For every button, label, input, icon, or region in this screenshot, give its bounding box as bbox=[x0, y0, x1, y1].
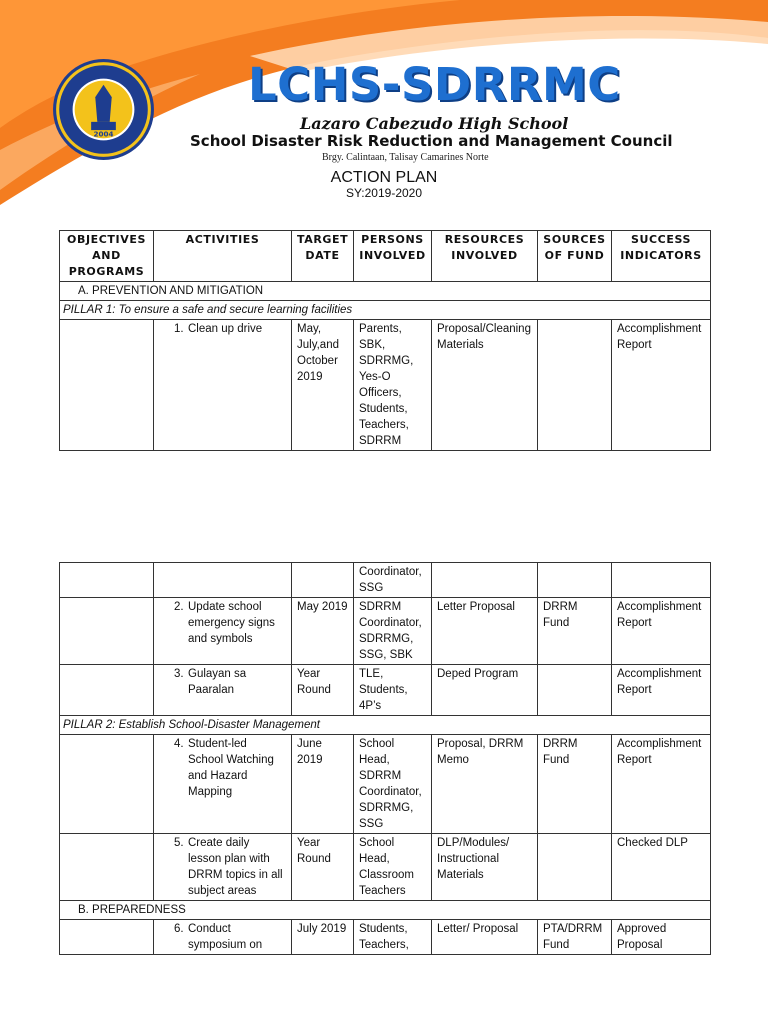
fund-cell: PTA/DRRM Fund bbox=[538, 920, 612, 955]
action-plan-table-2 bbox=[59, 562, 711, 955]
table-row bbox=[60, 920, 711, 955]
persons-cell: Coordinator, SSG bbox=[354, 563, 432, 598]
fund-cell: DRRM Fund bbox=[538, 598, 612, 665]
persons-cell: School Head, Classroom Teachers bbox=[354, 834, 432, 901]
persons-cell: School Head, SDRRM Coordinator, SDRRMG, SSG bbox=[354, 735, 432, 834]
persons-cell: Students, Teachers, bbox=[354, 920, 432, 955]
column-header: PERSONS INVOLVED bbox=[354, 231, 432, 282]
table-row bbox=[60, 665, 711, 716]
resources-cell: DLP/Modules/ Instructional Materials bbox=[432, 834, 538, 901]
column-header: TARGET DATE bbox=[292, 231, 354, 282]
date-cell: May, July,and October 2019 bbox=[292, 320, 354, 451]
council-name: School Disaster Risk Reduction and Management Council bbox=[190, 132, 673, 150]
table-header-row bbox=[60, 231, 711, 282]
indicator-cell: Accomplishment Report bbox=[612, 320, 711, 451]
indicator-cell: Accomplishment Report bbox=[612, 598, 711, 665]
persons-cell: Parents, SBK, SDRRMG, Yes-O Officers, Students, Teachers, SDRRM bbox=[354, 320, 432, 451]
date-cell: Year Round bbox=[292, 834, 354, 901]
indicator-cell: Checked DLP bbox=[612, 834, 711, 901]
indicator-cell: Accomplishment Report bbox=[612, 665, 711, 716]
pillar-label: PILLAR 2: Establish School-Disaster Management bbox=[60, 716, 711, 735]
activity-cell: 2. Update school emergency signs and symbols bbox=[154, 598, 292, 665]
activity-cell: 5. Create daily lesson plan with DRRM topics in all subject areas bbox=[154, 834, 292, 901]
section-label: A. PREVENTION AND MITIGATION bbox=[60, 282, 711, 301]
pillar-label: PILLAR 1: To ensure a safe and secure learning facilities bbox=[60, 301, 711, 320]
objective-cell bbox=[60, 320, 154, 451]
fund-cell bbox=[538, 320, 612, 451]
section-row bbox=[60, 901, 711, 920]
resources-cell: Deped Program bbox=[432, 665, 538, 716]
column-header: SOURCES OF FUND bbox=[538, 231, 612, 282]
school-address: Brgy. Calintaan, Talisay Camarines Norte bbox=[322, 152, 489, 163]
table-row bbox=[60, 598, 711, 665]
activity-cell: 4. Student-led School Watching and Hazard Mapping bbox=[154, 735, 292, 834]
date-cell: Year Round bbox=[292, 665, 354, 716]
activity-cell: 3. Gulayan sa Paaralan bbox=[154, 665, 292, 716]
column-header: ACTIVITIES bbox=[154, 231, 292, 282]
fund-cell bbox=[538, 665, 612, 716]
resources-cell: Letter/ Proposal bbox=[432, 920, 538, 955]
action-plan-table-1 bbox=[59, 230, 711, 451]
persons-cell: TLE, Students, 4P’s bbox=[354, 665, 432, 716]
fund-cell: DRRM Fund bbox=[538, 735, 612, 834]
header-title: LCHS-SDRRMC bbox=[248, 58, 621, 111]
date-cell: May 2019 bbox=[292, 598, 354, 665]
indicator-cell: Accomplishment Report bbox=[612, 735, 711, 834]
table-row bbox=[60, 563, 711, 598]
indicator-cell: Approved Proposal bbox=[612, 920, 711, 955]
resources-cell: Proposal/Cleaning Materials bbox=[432, 320, 538, 451]
fund-cell bbox=[538, 834, 612, 901]
school-seal-logo bbox=[52, 58, 155, 161]
column-header: OBJECTIVES AND PROGRAMS bbox=[60, 231, 154, 282]
date-cell: July 2019 bbox=[292, 920, 354, 955]
section-row bbox=[60, 282, 711, 301]
column-header: SUCCESS INDICATORS bbox=[612, 231, 711, 282]
resources-cell: Letter Proposal bbox=[432, 598, 538, 665]
pillar-row bbox=[60, 716, 711, 735]
activity-cell: 6. Conduct symposium on bbox=[154, 920, 292, 955]
table-row bbox=[60, 834, 711, 901]
plan-title: ACTION PLAN bbox=[330, 169, 438, 186]
pillar-row bbox=[60, 301, 711, 320]
school-year: SY:2019-2020 bbox=[345, 186, 423, 200]
school-name: Lazaro Cabezudo High School bbox=[300, 114, 569, 133]
table-row bbox=[60, 735, 711, 834]
date-cell: June 2019 bbox=[292, 735, 354, 834]
column-header: RESOURCES INVOLVED bbox=[432, 231, 538, 282]
table-row bbox=[60, 320, 711, 451]
section-label: B. PREPAREDNESS bbox=[60, 901, 711, 920]
svg-text:2004: 2004 bbox=[93, 129, 114, 139]
activity-cell: 1. Clean up drive bbox=[154, 320, 292, 451]
persons-cell: SDRRM Coordinator, SDRRMG, SSG, SBK bbox=[354, 598, 432, 665]
resources-cell: Proposal, DRRM Memo bbox=[432, 735, 538, 834]
